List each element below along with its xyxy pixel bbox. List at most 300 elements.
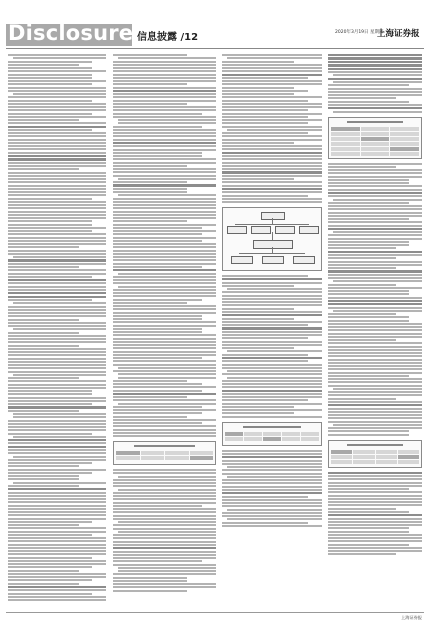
text-line [222,275,308,277]
table-grid [329,448,421,466]
table-cell [301,432,319,436]
text-line [8,341,106,343]
text-line [227,129,322,131]
text-line [8,116,106,118]
text-line [222,109,308,111]
text-line [328,544,409,546]
text-line [222,282,322,284]
text-line [113,299,202,301]
text-line [113,80,216,82]
table-cell [190,456,214,460]
text-line [8,54,106,56]
text-line [113,83,187,85]
text-line [8,423,106,425]
table-cell [263,437,281,441]
text-line [328,421,422,423]
section-label: 信息披露 [137,32,177,43]
text-line [113,341,216,343]
text-line [8,384,106,386]
text-line [8,175,106,177]
text-line [13,93,106,95]
text-line [113,412,202,414]
table-cell [331,137,360,141]
text-line [113,250,216,252]
text-line [13,436,106,438]
text-line [328,208,422,210]
text-line [8,289,106,291]
text-line [113,560,202,562]
text-line [113,544,216,546]
footer-rule [6,612,424,613]
header-rule [6,48,424,49]
text-line [8,207,106,209]
text-line [227,288,322,290]
text-line [113,64,216,66]
text-line [328,238,422,240]
text-line [113,422,202,424]
text-line [8,181,106,183]
text-line [222,347,294,349]
text-line [13,413,106,415]
text-line [328,491,422,493]
text-line [8,217,106,219]
text-line [222,486,322,488]
text-line [328,521,422,523]
text-line [222,181,322,183]
text-line [8,152,106,154]
text-line [328,501,422,503]
text-line [8,527,106,529]
text-line [222,412,294,414]
table-cell [361,137,390,141]
text-line [328,375,409,377]
text-line [113,354,216,356]
text-line [8,132,106,134]
text-line [227,476,322,478]
text-line [113,204,216,206]
text-line [222,113,322,115]
text-line [222,314,322,316]
text-line [222,406,294,408]
text-line [113,308,216,310]
text-line [222,337,308,339]
text-line [328,320,409,322]
text-line [113,492,216,494]
text-line [222,453,322,455]
text-line [328,195,422,197]
text-line [113,93,216,95]
text-line [113,551,216,553]
text-line [8,185,106,187]
column-2-body-bottom [113,469,216,591]
text-line [113,188,187,190]
text-line [118,567,216,569]
text-line [328,339,396,341]
table-cell [244,432,262,436]
text-line [8,472,92,474]
table-cell [225,432,243,436]
text-line [113,292,216,294]
text-line [222,473,322,475]
text-line [8,191,106,193]
text-line [113,344,216,346]
text-line [328,107,422,109]
text-line [113,289,216,291]
disclosure-banner [6,21,134,46]
text-line [328,257,396,259]
text-line [113,211,216,213]
text-line [328,326,422,328]
text-line [113,165,187,167]
text-line [222,354,308,356]
text-line [113,70,216,72]
text-line [222,373,322,375]
table-cell [353,455,374,459]
text-line [113,482,216,484]
text-line [328,478,422,480]
text-line [222,106,322,108]
text-line [8,361,106,363]
text-line [222,148,322,150]
text-line [8,400,106,402]
text-line [8,83,92,85]
text-line [113,505,202,507]
text-line [328,372,422,374]
newspaper-masthead: 上海证券报 [377,29,420,39]
text-line [8,230,92,232]
text-line [8,172,106,174]
text-line [113,495,216,497]
text-line [113,425,216,427]
text-line [8,80,106,82]
text-line [328,414,422,416]
text-line [222,64,322,66]
text-line [222,142,294,144]
text-line [8,351,106,353]
text-line [113,259,216,261]
text-line [222,318,294,320]
text-line [8,77,92,79]
text-line [8,214,106,216]
text-line [8,521,92,523]
table-cell [141,456,165,460]
text-line [222,132,308,134]
text-line [113,305,216,307]
text-line [328,303,422,305]
text-line [8,246,79,248]
column-3-body-mid [222,275,322,418]
text-column-3 [222,54,322,612]
text-line [113,217,216,219]
text-line [113,528,216,530]
text-line [8,469,106,471]
text-line [222,308,294,310]
text-line [328,68,422,70]
text-line [113,429,216,431]
text-line [8,553,106,555]
text-line [118,373,216,375]
text-line [222,403,322,405]
table-cell [390,147,419,151]
text-line [8,397,106,399]
text-line [113,171,216,173]
table-cell [376,460,397,464]
text-line [222,489,322,491]
text-line [113,302,187,304]
text-line [333,111,422,113]
text-line [8,534,92,536]
text-line [328,277,422,279]
text-line [328,192,422,194]
text-line [113,126,202,128]
text-line [328,427,422,429]
text-line [328,398,396,400]
text-line [328,205,422,207]
text-line [113,406,202,408]
text-line [8,593,92,595]
org-box [293,256,315,264]
text-line [222,80,322,82]
text-line [8,488,106,490]
text-line [8,309,106,311]
text-line [113,416,187,418]
text-line [8,299,92,301]
text-line [222,278,322,280]
text-line [8,188,106,190]
text-line [13,256,106,258]
text-line [113,325,216,327]
text-line [113,142,216,144]
text-line [8,338,106,340]
text-line [8,263,106,265]
text-line [222,178,294,180]
text-line [328,182,409,184]
text-line [328,362,422,364]
text-line [328,540,422,542]
text-line [8,237,106,239]
table-caption [347,121,402,123]
org-connector [272,232,273,240]
text-line [113,266,202,268]
text-line [113,393,216,395]
text-line [8,306,106,308]
text-line [328,411,422,413]
text-line [8,501,106,503]
text-line [222,324,308,326]
table-cell [361,142,390,146]
table-cell [282,432,300,436]
text-line [222,396,322,398]
text-line [8,371,106,373]
text-line [333,310,422,312]
text-line [333,388,422,390]
table-figure-col4-bottom [328,440,422,468]
text-line [113,537,216,539]
text-line [328,94,422,96]
text-line [113,328,202,330]
text-line [8,70,106,72]
page-header [0,0,428,48]
text-line [222,171,322,173]
text-line [8,459,106,461]
table-cell [398,460,419,464]
text-line [8,162,106,164]
text-line [13,374,106,376]
text-line [328,434,409,436]
text-line [328,293,409,295]
text-line [222,409,322,411]
text-line [8,589,106,591]
text-line [222,341,322,343]
text-line [8,410,79,412]
text-line [222,126,322,128]
text-line [227,466,322,468]
table-cell [225,437,243,441]
text-line [222,93,294,95]
text-line [328,179,409,181]
text-line [8,240,106,242]
text-line [113,541,216,543]
table-cell [390,132,419,136]
text-line [113,113,202,115]
text-line [113,96,216,98]
org-box [251,226,271,234]
text-line [113,370,216,372]
text-line [113,360,216,362]
text-line [113,524,216,526]
table-cell [165,451,189,455]
text-line [8,142,106,144]
text-line [113,554,216,556]
text-line [8,259,106,261]
text-line [113,469,216,471]
text-line [328,531,409,533]
column-4-body-top [328,54,422,113]
text-column-2 [113,54,216,612]
text-line [222,334,322,336]
text-line [113,135,216,137]
text-line [113,67,216,69]
text-line [113,518,216,520]
text-line [8,492,106,494]
text-line [222,291,322,293]
text-line [328,378,422,380]
table-cell [361,147,390,151]
text-line [113,191,187,193]
text-line [328,284,396,286]
text-line [328,84,409,86]
org-box-center [253,240,293,249]
text-line [8,583,79,585]
text-line [328,244,409,246]
text-line [328,404,422,406]
text-line [222,450,322,452]
text-line [113,87,216,89]
text-line [8,201,106,203]
text-line [8,345,79,347]
text-line [8,465,79,467]
text-line [8,452,106,454]
text-line [222,482,322,484]
text-line [328,401,422,403]
text-line [222,188,322,190]
text-line [328,264,422,266]
text-line [222,311,322,313]
table-cell [244,437,262,441]
text-line [8,377,79,379]
text-line [8,508,106,510]
table-grid [114,449,215,462]
text-line [222,116,308,118]
text-line [113,233,202,235]
org-box [299,226,319,234]
table-cell [390,127,419,131]
org-box [262,256,284,264]
text-line [8,113,92,115]
text-line [8,439,106,441]
text-line [227,370,322,372]
text-line [118,377,216,379]
text-line [222,70,322,72]
text-line [13,416,106,418]
text-line [113,485,216,487]
text-line [113,282,216,284]
text-line [333,424,422,426]
text-line [8,119,79,121]
text-line [222,301,322,303]
text-line [328,527,409,529]
text-line [222,496,308,498]
text-line [328,176,422,178]
text-line [113,184,216,186]
text-line [113,100,216,102]
table-cell [361,127,390,131]
text-line [8,332,79,334]
table-cell [376,450,397,454]
text-line [328,547,422,549]
text-line [113,511,216,513]
text-line [113,383,202,385]
text-line [8,233,106,235]
text-line [113,390,202,392]
text-line [328,261,422,263]
text-line [8,322,106,324]
text-line [328,408,422,410]
table-figure-col3 [222,422,322,446]
text-line [118,570,216,572]
text-line [222,191,322,193]
text-line [8,61,92,63]
text-line [113,246,216,248]
table-cell [331,455,352,459]
text-line [113,168,216,170]
text-line [328,290,409,292]
text-line [222,463,322,465]
text-line [8,90,106,92]
text-line [13,328,106,330]
text-line [328,329,422,331]
text-line [8,462,92,464]
text-line [113,263,216,265]
text-line [8,563,106,565]
text-line [328,91,422,93]
table-cell [331,450,352,454]
text-line [8,100,92,102]
text-line [8,449,106,451]
text-line [328,78,422,80]
text-column-1 [8,54,106,612]
text-line [113,580,187,582]
